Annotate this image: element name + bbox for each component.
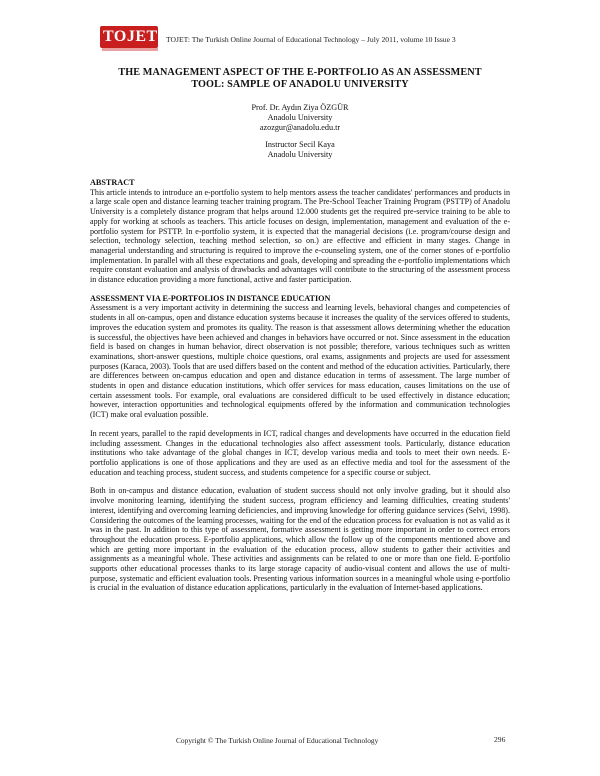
logo-underline [102,48,158,51]
abstract-text: This article intends to introduce an e-portfolio system to help mentors assess the teacher candidates' performances and products in a large scale open and distance learning teacher training program. The Pre-School Teacher Training Program (PSTTP) of Anadolu University is a completely distance program that helps around 12.000 students get the required pre-service training to be able to apply for working at schools as teachers. This article focuses on design, implementation, management and evaluation of the e-portfolio system for PSTTP. In e-portfolio system, it is expected that the managerial decisions (i.e. program/course design and selection, technology selection, teaching method selection, so on.) are effective and efficient in many stages. Change in managerial understanding and structuring is required to improve the e-counseling system, one of the corner stones of e-portfolio implementation. In parallel with all these expectations and goals, developing and spreading the e-portfolio implementations which require constant evaluation and analysis of drawbacks and advantages will contribute to the structuring of the assessment process in distance education providing a more functional, active and faster participation. [90,187,510,285]
title-line-1: THE MANAGEMENT ASPECT OF THE E-PORTFOLIO AS AN ASSESSMENT [118,67,482,78]
paragraph: Both in on-campus and distance education, evaluation of student success should not only involve grading, but it should also involve monitoring learning, identifying the student success, program efficiency and learning difficulties, creating students' interest, identifying and overcoming learning deficiencies, and improving knowledge for offering guidance services (Selvi, 1998). Considering the outcomes of the learning processes, waiting for the end of the education process for evaluation is not as valid as it was in the past. In addition to this type of assessment, formative assessment is getting more important in order to correct errors throughout the education process. E-portfolio applications, which allow the follow up of the components mentioned above and which are getting more important in the evaluation of the education process, allow students to gather their activities and assignments as a meaningful whole. These activities and assignments can be related to one or more than one field. E-portfolio supports other educational processes thanks to its large storage capacity of audio-visual content and allows the use of multi-purpose, systematic and efficient evaluation tools. Presenting various information sources in a meaningful whole using e-portfolio is crucial in the evaluation of distance education applications, particularly in the evaluation of Internet-based applications. [90,486,510,593]
paper-body [90,178,510,593]
title-line-2: TOOL: SAMPLE OF ANADOLU UNIVERSITY [191,79,409,90]
author-name: Prof. Dr. Aydın Ziya ÖZGÜR [251,103,349,112]
running-header: TOJET: The Turkish Online Journal of Educational Technology – July 2011, volume 10 Issue 3 [166,35,456,44]
logo-text: TOJET [103,28,158,45]
author-block [200,103,400,160]
paragraph: In recent years, parallel to the rapid developments in ICT, radical changes and developments have occurred in the education field including assessment. Changes in the educational technologies also affect assessment tools. Particularly, distance education institutions who take advantage of the global changes in ICT, develop various media and tools to meet their own needs. E-portfolio applications is one of those applications and they are used as an effective media and tool for the assessment of the education and teaching process, student success, and students competence for a specific course or subject. [90,428,510,477]
paragraph: Assessment is a very important activity in determining the success and learning levels, behavioral changes and competencies of students in all on-campus, open and distance education systems because it increases the quality of the services offered to students, improves the education system and promotes its quality. The reason is that assessment allows determining whether the education is successful, the objectives have been achieved and changes in behaviors have occurred or not. Since assessment in the education field is based on changes in human behavior, direct observation is not possible; therefore, various techniques such as written examinations, short-answer questions, multiple choice questions, oral exams, assignments and projects are used for assessment purposes (Karaca, 2003). Tools that are used differs based on the content and method of the education activities. Particularly, there are differences between on-campus education and open and distance education in terms of assessment. The large number of students in open and distance education institutions, which offer services for mass education, causes limitations on the use of certain assessment tools. For example, oral evaluations are considered difficult to be used effectively in distance education; however, interaction opportunities and technological equipments offered by the information and communication technologies (ICT) make oral evaluation possible. [90,303,510,420]
paper-title [90,67,510,91]
abstract-heading: ABSTRACT [90,178,135,187]
author-affiliation: Anadolu University [267,150,333,160]
journal-logo [100,26,158,50]
author-affiliation: Anadolu University [267,112,333,122]
footer-copyright: Copyright © The Turkish Online Journal of Educational Technology [176,736,379,745]
author-email: azozgur@anadolu.edu.tr [259,122,341,132]
author-name: Instructor Secil Kaya [265,140,335,150]
page-number: 296 [494,735,506,744]
section-heading: ASSESSMENT VIA E-PORTFOLIOS IN DISTANCE EDUCATION [90,293,331,303]
